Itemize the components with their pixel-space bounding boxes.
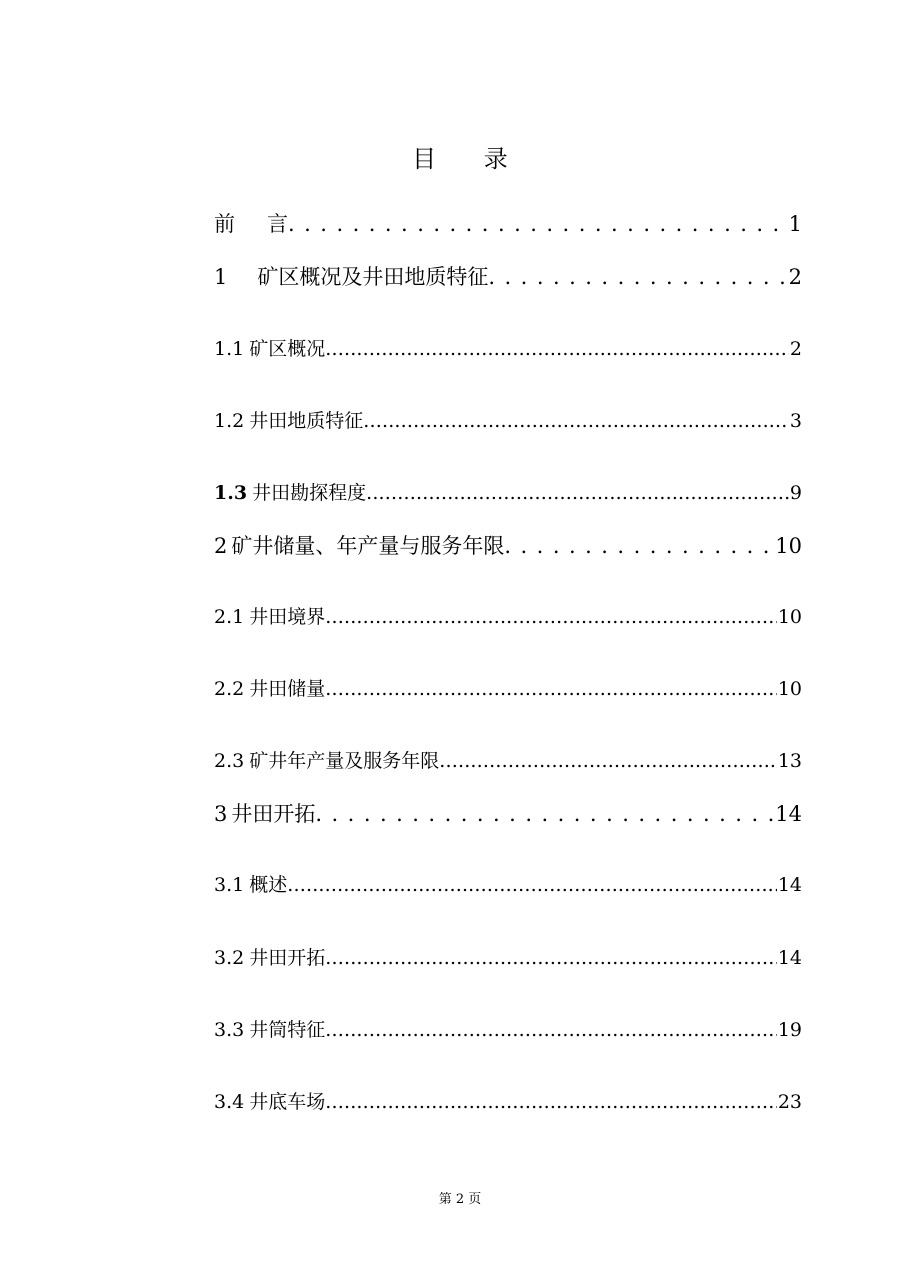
toc-leader-dots: [287, 870, 777, 900]
toc-entry-text: 矿井储量、年产量与服务年限: [231, 534, 505, 558]
toc-entry-page: 14: [777, 874, 802, 896]
toc-entry-page: 9: [789, 482, 802, 504]
toc-entry-label: [214, 602, 325, 632]
toc-entry-label: [214, 334, 325, 364]
toc-entry-page: 13: [777, 750, 802, 772]
toc-entry-number: 1.1: [214, 338, 245, 360]
toc-entry-label: [214, 798, 315, 830]
toc-entry[interactable]: [214, 1087, 802, 1117]
toc-entry-number: 1.3: [214, 482, 248, 504]
toc-entry-number: 3.4: [214, 1091, 245, 1113]
toc-entry[interactable]: [214, 746, 802, 776]
toc-entry-label: [214, 530, 504, 562]
toc-entry-label: [214, 870, 287, 900]
toc-entry[interactable]: [214, 943, 802, 973]
toc-leader-dots: [325, 334, 789, 364]
toc-entry-text: 井田地质特征: [249, 410, 364, 432]
toc-entry-page: 19: [777, 1019, 802, 1041]
toc-leader-dots: [488, 261, 787, 293]
page-footer: 第 2 页: [438, 1192, 482, 1207]
toc-entry-page: 14: [775, 802, 802, 826]
toc-entry[interactable]: [214, 1015, 802, 1045]
toc-entry-label: [214, 1087, 325, 1117]
toc-entry-number: 1.2: [214, 410, 245, 432]
toc-entry-text: 矿井年产量及服务年限: [249, 750, 440, 772]
toc-entry-text: 井田勘探程度: [252, 482, 367, 504]
toc-entry[interactable]: [214, 208, 802, 240]
toc-entry-text: 井田储量: [249, 678, 326, 700]
toc-entry-page: 10: [777, 678, 802, 700]
toc-leader-dots: [325, 674, 777, 704]
toc-leader-dots: [363, 406, 789, 436]
toc-entry-page: 2: [788, 265, 802, 289]
toc-entry-number: 2.2: [214, 678, 245, 700]
toc-entry[interactable]: [214, 674, 802, 704]
toc-entry[interactable]: [214, 798, 802, 830]
toc-entry[interactable]: [214, 261, 802, 293]
toc-entry-number: 3.3: [214, 1019, 245, 1041]
toc-entry-label: [214, 208, 288, 240]
page-title: 目 录: [412, 145, 528, 173]
toc-leader-dots: [325, 943, 777, 973]
toc-entry-text: 矿区概况及井田地质特征: [257, 265, 489, 289]
toc-leader-dots: [325, 602, 777, 632]
toc-entry-number: 1: [214, 265, 228, 289]
toc-entry-number: 前: [214, 212, 235, 236]
toc-entry-label: [214, 943, 325, 973]
toc-leader-dots: [325, 1087, 777, 1117]
toc-entry-number: 3.2: [214, 947, 245, 969]
toc-leader-dots: [366, 478, 789, 508]
toc-entry[interactable]: [214, 406, 802, 436]
toc-entry-number: 2.1: [214, 606, 245, 628]
toc-entry-number: 3: [214, 802, 228, 826]
toc-entry-number: 2.3: [214, 750, 245, 772]
toc-entry-page: 23: [777, 1091, 802, 1113]
toc-entry-page: 3: [789, 410, 802, 432]
toc-entry-number: 3.1: [214, 874, 245, 896]
toc-leader-dots: [439, 746, 777, 776]
toc-entry-page: 1: [788, 212, 802, 236]
toc-entry-text: 矿区概况: [249, 338, 326, 360]
toc-entry[interactable]: [214, 478, 802, 508]
toc-leader-dots: [504, 530, 774, 562]
toc-entry-text: 井田境界: [249, 606, 326, 628]
toc-entry-page: 2: [789, 338, 802, 360]
toc-entry-text: 井底车场: [249, 1091, 326, 1113]
toc-entry[interactable]: [214, 530, 802, 562]
toc-entry-label: [214, 674, 325, 704]
toc-entry[interactable]: [214, 334, 802, 364]
toc-entry-text: 言: [267, 212, 288, 236]
toc-entry-label: [214, 261, 488, 293]
toc-entry-page: 14: [777, 947, 802, 969]
toc-leader-dots: [325, 1015, 777, 1045]
toc-entry-label: [214, 478, 366, 508]
toc-entry-label: [214, 746, 439, 776]
toc-entry-page: 10: [777, 606, 802, 628]
toc-entry-label: [214, 1015, 325, 1045]
toc-entry-label: [214, 406, 363, 436]
toc-leader-dots: [315, 798, 774, 830]
toc-entry-text: 井田开拓: [231, 802, 316, 826]
toc-entry-text: 井筒特征: [249, 1019, 326, 1041]
toc-entry-page: 10: [775, 534, 802, 558]
toc-entry[interactable]: [214, 602, 802, 632]
toc-entry[interactable]: [214, 870, 802, 900]
toc-entry-text: 概述: [249, 874, 288, 896]
toc-entry-text: 井田开拓: [249, 947, 326, 969]
toc-leader-dots: [288, 208, 788, 240]
toc-entry-number: 2: [214, 534, 228, 558]
